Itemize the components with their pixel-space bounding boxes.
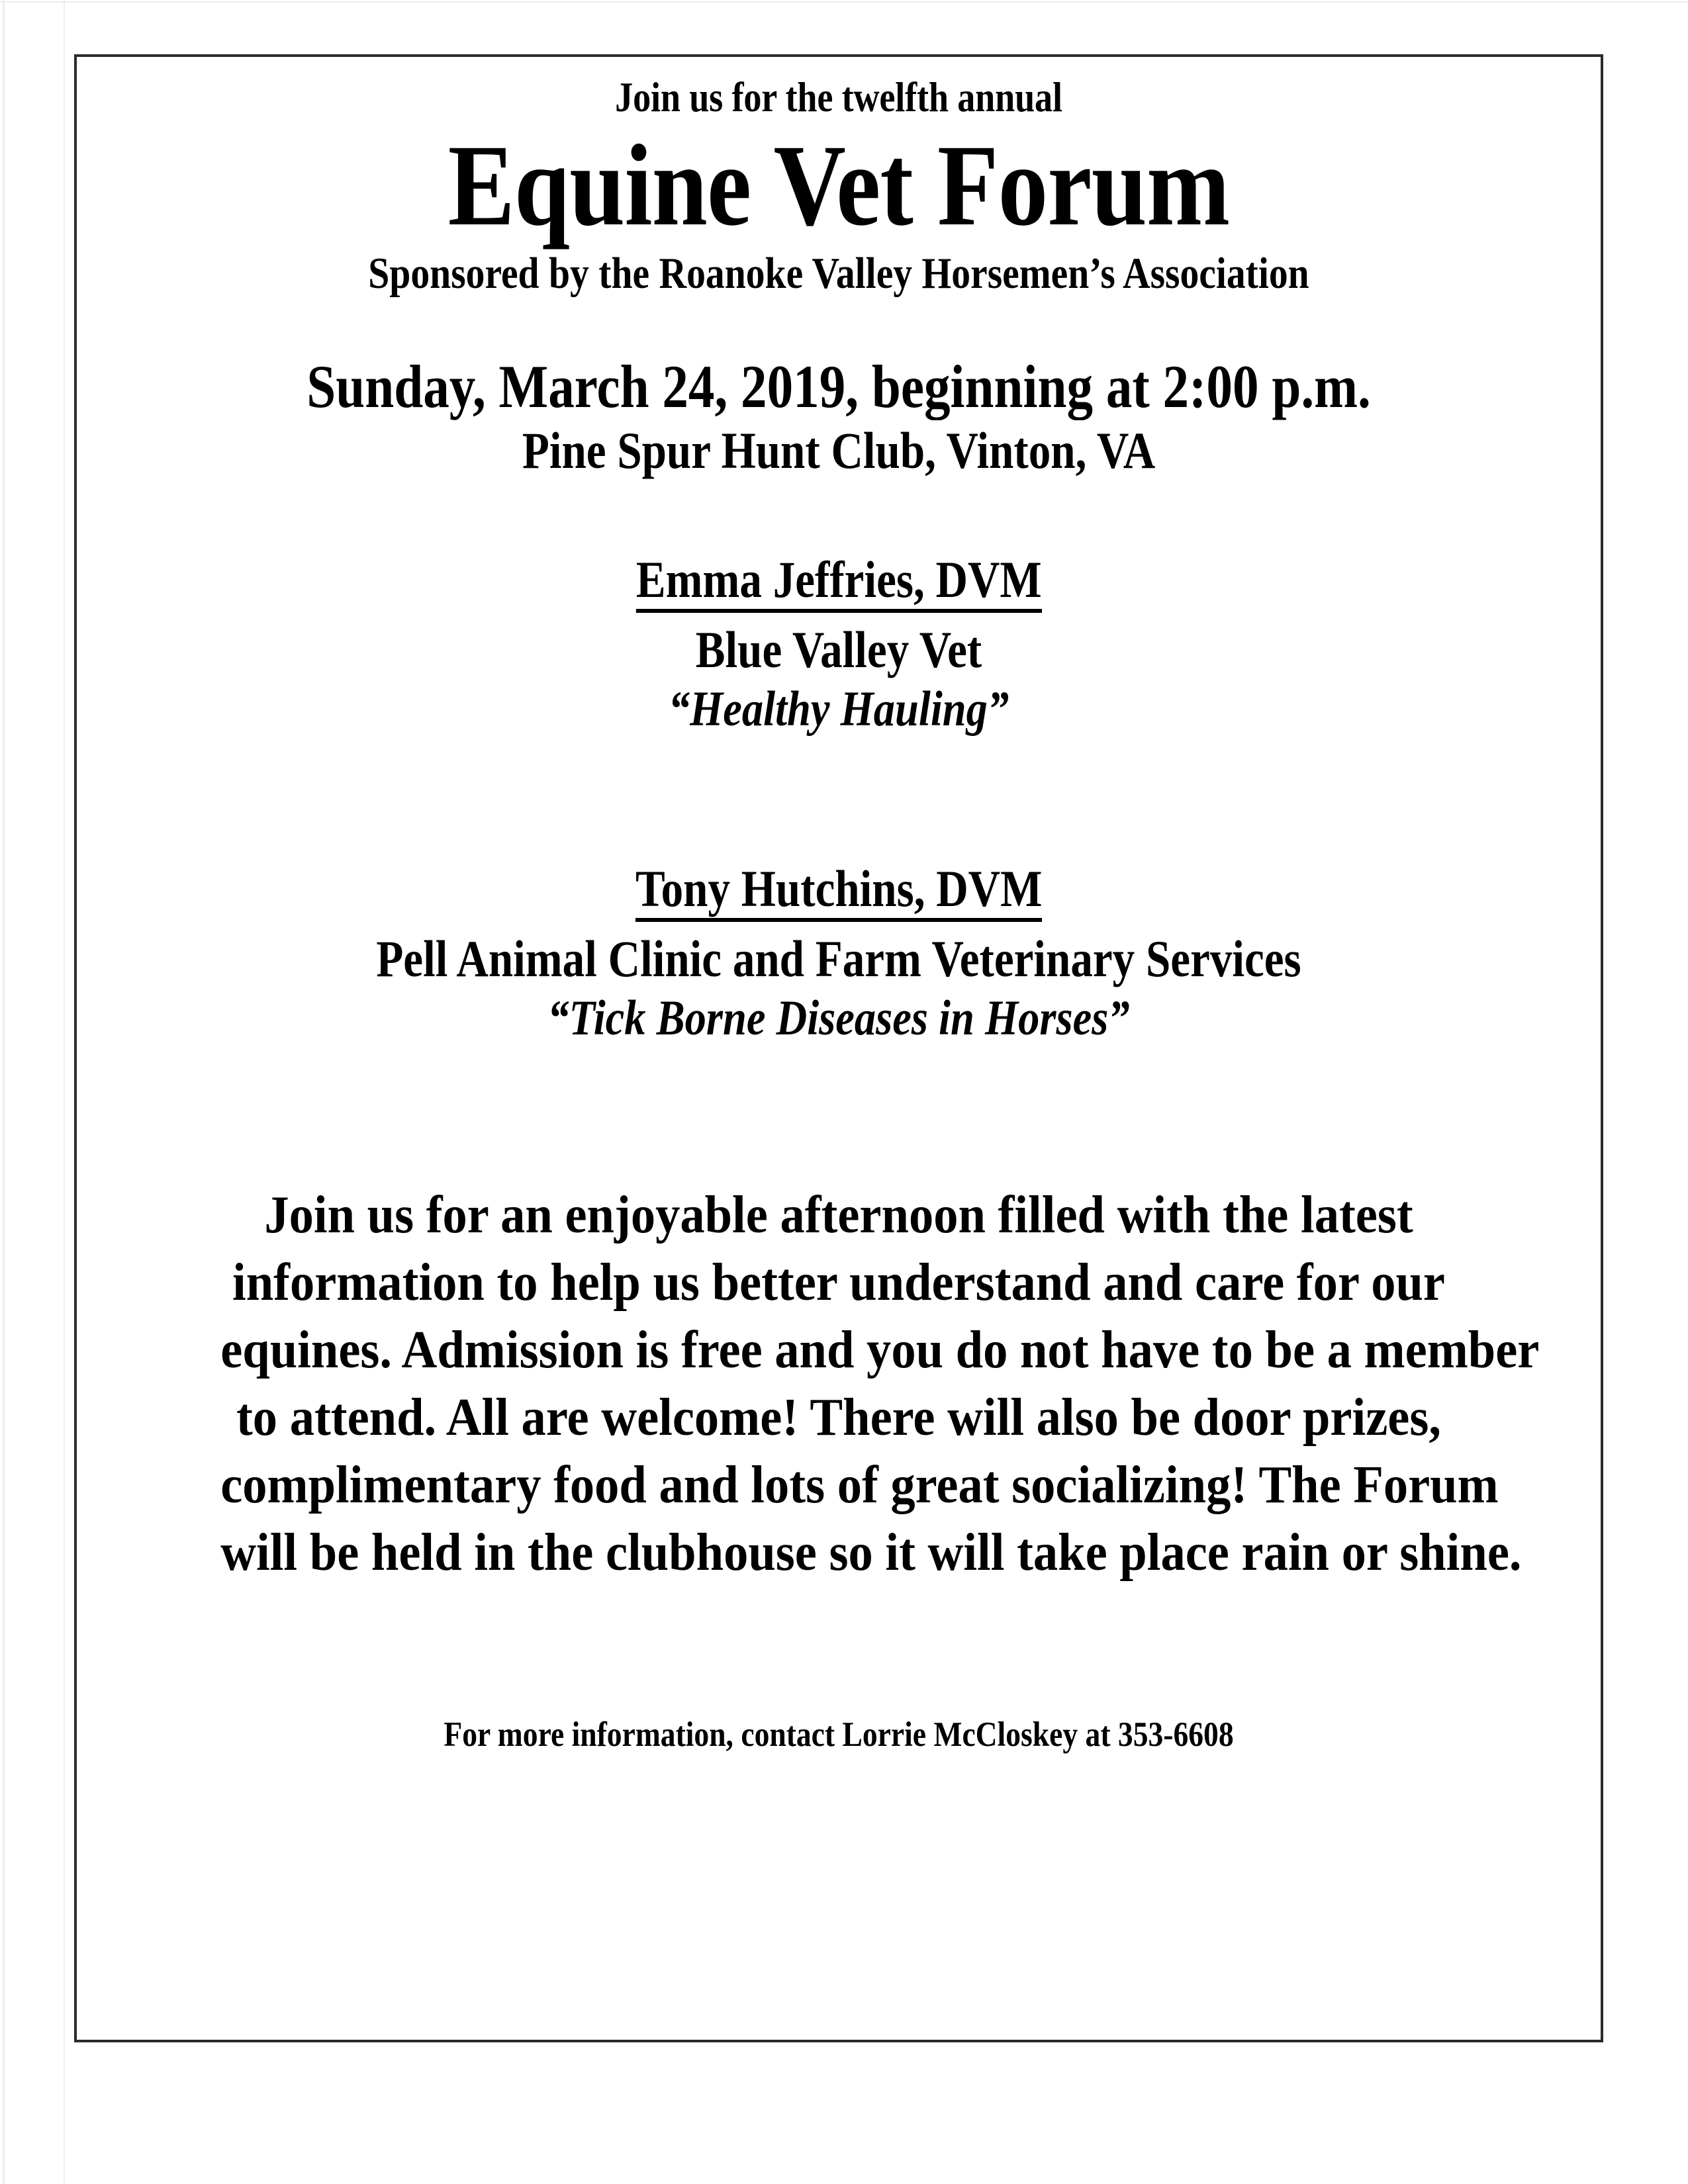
flyer-content: [77, 57, 1601, 2040]
body-line: will be held in the clubhouse so it will take place rain or shine.: [220, 1522, 1522, 1582]
flyer-body-paragraph: [220, 1181, 1540, 1586]
speaker-1-organization: Blue Valley Vet: [695, 621, 982, 679]
flyer-title: Equine Vet Forum: [447, 120, 1230, 250]
speaker-2-name: Tony Hutchins, DVM: [635, 860, 1042, 923]
body-line: information to help us better understand and care for our: [232, 1251, 1446, 1312]
speaker-1-topic: “Healthy Hauling”: [668, 681, 1009, 737]
scan-edge-artifact-left-secondary: [64, 0, 65, 2184]
body-line: complimentary food and lots of great socializing! The Forum: [220, 1454, 1499, 1514]
contact-line: For more information, contact Lorrie McCloskey at 353-6608: [444, 1715, 1234, 1754]
speaker-1-name: Emma Jeffries, DVM: [636, 551, 1042, 614]
speaker-1-name-wrap: [107, 551, 1570, 614]
speaker-2-organization: Pell Animal Clinic and Farm Veterinary Services: [376, 930, 1301, 988]
scan-edge-artifact-top: [0, 1, 1688, 3]
event-datetime: Sunday, March 24, 2019, beginning at 2:00 p.m.: [306, 352, 1371, 420]
scan-edge-artifact-left: [3, 0, 5, 2184]
body-line: to attend. All are welcome! There will also be door prizes,: [236, 1387, 1441, 1447]
body-line: equines. Admission is free and you do not have to be a member: [220, 1319, 1540, 1379]
body-line: Join us for an enjoyable afternoon filled with the latest: [264, 1184, 1413, 1244]
speaker-block-1: [107, 551, 1570, 736]
flyer-kicker: Join us for the twelfth annual: [615, 74, 1062, 120]
speaker-2-topic: “Tick Borne Diseases in Horses”: [547, 990, 1130, 1046]
flyer-sponsor-line: Sponsored by the Roanoke Valley Horsemen’s Association: [368, 249, 1309, 298]
speaker-block-2: [107, 860, 1570, 1045]
event-location: Pine Spur Hunt Club, Vinton, VA: [522, 422, 1156, 480]
flyer-border-frame: [74, 54, 1603, 2042]
speaker-2-name-wrap: [107, 860, 1570, 923]
